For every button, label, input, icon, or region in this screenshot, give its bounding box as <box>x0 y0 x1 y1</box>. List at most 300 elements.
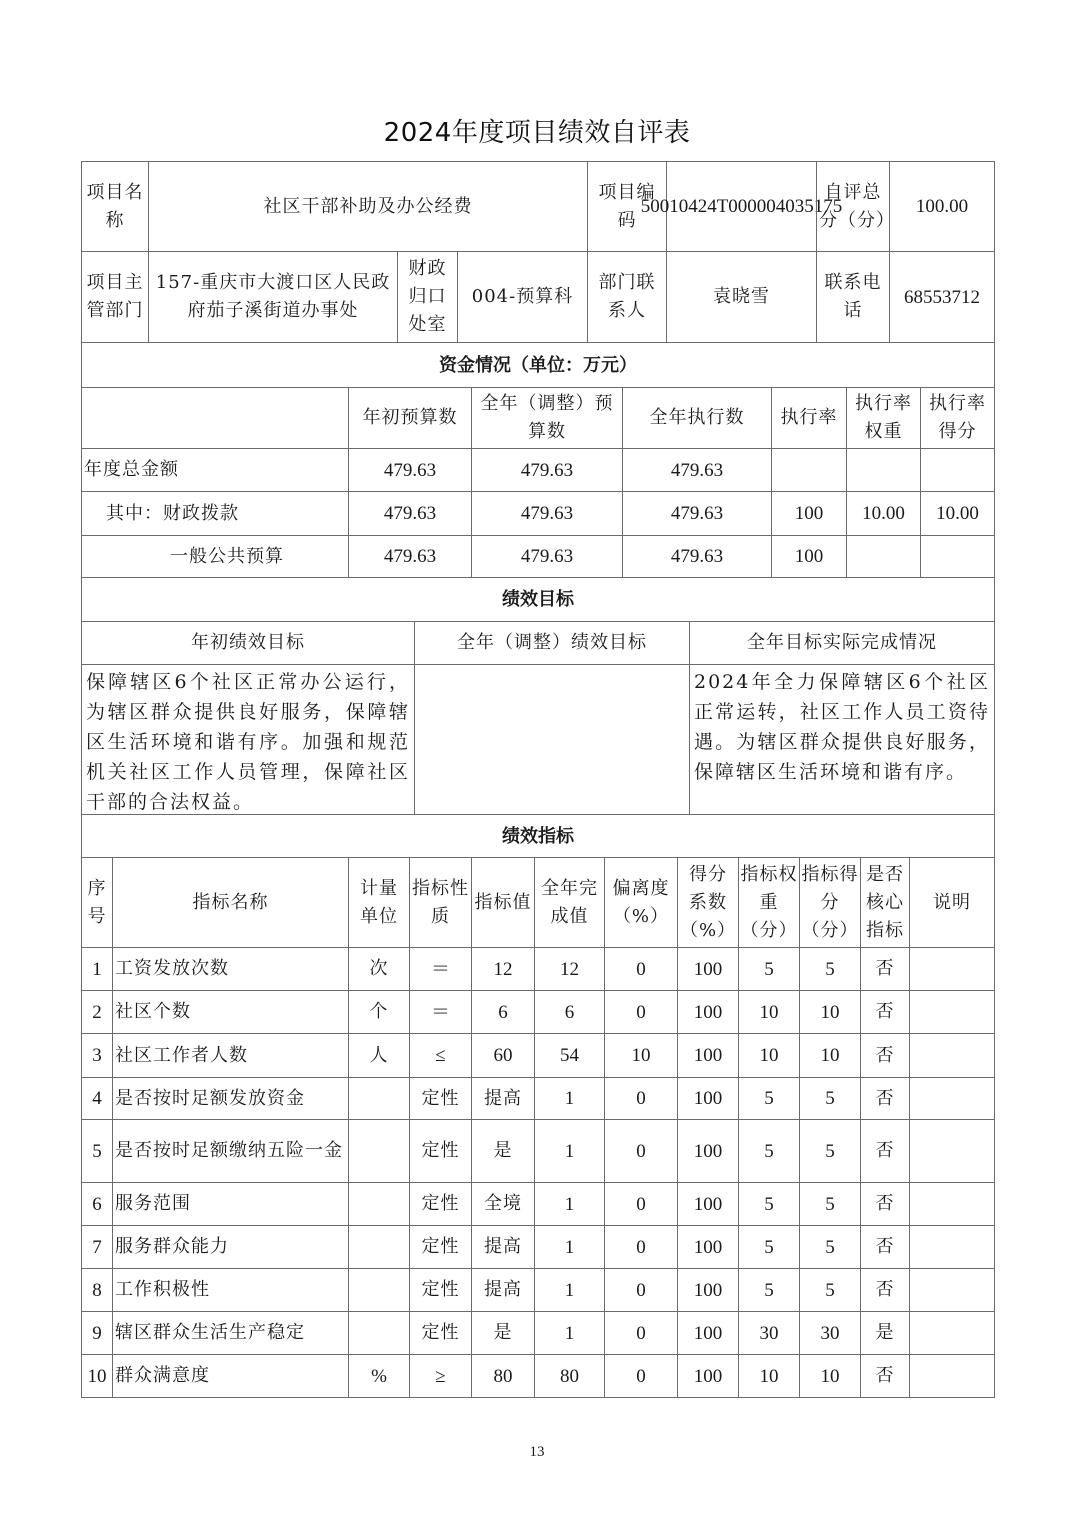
indicator-cell <box>471 990 535 1034</box>
funding-cell-executed-text: 479.63 <box>670 459 724 481</box>
indicator-cell <box>112 1119 349 1183</box>
funding-cell-rate-text: 100 <box>794 503 824 524</box>
funding-cell-label-text: 一般公共预算 <box>170 545 284 567</box>
indicator-cell <box>471 1268 535 1312</box>
contact-value <box>666 251 817 343</box>
indicator-cell <box>677 1311 739 1355</box>
indicator-cell <box>534 1225 605 1269</box>
goals-actual <box>689 664 995 815</box>
indicator-cell-text: 10 <box>759 1045 779 1066</box>
indicator-cell <box>860 1311 910 1355</box>
indicator-cell-text: 10 <box>759 1001 779 1023</box>
indicator-header-text: 指标性质 <box>412 877 469 927</box>
indicator-cell-text: 是 <box>875 1322 895 1343</box>
indicator-cell <box>409 1311 472 1355</box>
dept-value-text: 157-重庆市大渡口区人民政府茄子溪街道办事处 <box>155 272 391 321</box>
self-score-value-text: 100.00 <box>915 196 969 217</box>
contact-value-text: 袁晓雪 <box>713 286 770 307</box>
goals-section-title <box>81 577 995 622</box>
indicator-cell-text: ＝ <box>430 1001 450 1023</box>
project-code-label-text: 项目编码 <box>598 181 656 231</box>
indicator-cell <box>604 947 678 991</box>
indicator-cell-text: 5 <box>825 1236 835 1258</box>
indicator-cell-text: 服务群众能力 <box>115 1236 229 1257</box>
funding-header-text: 执行率 <box>780 407 838 428</box>
indicator-cell <box>409 990 472 1034</box>
indicator-cell-text: 是否按时足额发放资金 <box>115 1087 305 1109</box>
indicator-cell <box>738 947 800 991</box>
indicator-cell <box>604 1077 678 1120</box>
indicator-cell-text: 群众满意度 <box>115 1365 210 1386</box>
indicator-cell <box>799 1225 861 1269</box>
indicator-cell-text: 5 <box>764 1088 774 1109</box>
funding-cell-score <box>920 535 995 578</box>
indicator-cell <box>409 1225 472 1269</box>
indicator-cell-text: 0 <box>636 1236 646 1258</box>
indicator-cell <box>471 1033 535 1078</box>
indicator-cell-text: 7 <box>92 1236 102 1258</box>
indicator-cell-text: 社区个数 <box>115 1001 191 1022</box>
indicator-cell-text: 否 <box>875 1236 895 1257</box>
indicator-cell-text: 30 <box>820 1322 840 1344</box>
funding-header-text: 执行率权重 <box>855 393 912 442</box>
indicator-cell <box>677 947 739 991</box>
dept-label-text: 项目主管部门 <box>86 272 144 321</box>
indicator-cell-text: 否 <box>875 1044 895 1066</box>
indicator-cell <box>860 1268 910 1312</box>
indicator-cell <box>677 1225 739 1269</box>
page-number: 13 <box>529 1444 545 1460</box>
indicator-cell <box>348 1077 410 1120</box>
indicator-cell <box>348 990 410 1034</box>
indicator-cell-text: 6 <box>92 1193 102 1215</box>
goals-header <box>414 621 690 665</box>
indicator-cell <box>909 1119 995 1183</box>
funding-header-text: 执行率得分 <box>929 393 986 442</box>
indicator-cell <box>409 947 472 991</box>
indicator-cell <box>81 1354 113 1398</box>
indicator-cell <box>799 1077 861 1120</box>
indicator-cell-text: 5 <box>825 1140 835 1162</box>
indicator-cell-text: 否 <box>875 1193 895 1214</box>
indicator-cell-text: 10 <box>631 1045 651 1066</box>
indicator-cell-text: 80 <box>493 1365 513 1387</box>
funding-cell-label-text: 其中：财政拨款 <box>106 502 239 524</box>
indicator-cell-text: 9 <box>92 1322 102 1344</box>
indicator-cell <box>860 1077 910 1120</box>
indicator-cell <box>860 1033 910 1078</box>
indicator-cell <box>471 1311 535 1355</box>
indicator-cell <box>799 1182 861 1226</box>
indicator-header-text: 指标值 <box>474 891 532 913</box>
goals-header-text: 全年（调整）绩效目标 <box>457 632 647 653</box>
indicator-cell-text: 提高 <box>484 1087 522 1109</box>
indicator-cell-text: 5 <box>764 1193 774 1215</box>
indicator-header <box>677 857 739 948</box>
indicator-cell-text: 1 <box>564 1193 575 1215</box>
indicator-cell <box>471 1182 535 1226</box>
indicator-cell <box>112 1033 349 1078</box>
indicator-cell-text: 5 <box>764 1236 774 1258</box>
indicator-cell <box>677 1033 739 1078</box>
indicator-cell <box>409 1182 472 1226</box>
funding-cell-adjusted <box>471 535 623 578</box>
indicator-cell <box>348 947 410 991</box>
phone-label-text: 联系电话 <box>824 272 882 321</box>
indicator-cell <box>909 1077 995 1120</box>
indicator-cell <box>348 1268 410 1312</box>
indicator-cell <box>81 990 113 1034</box>
indicator-cell-text: 54 <box>560 1045 579 1066</box>
indicator-cell-text: 10 <box>820 1365 840 1387</box>
funding-cell-label <box>81 491 349 536</box>
indicator-cell <box>471 1225 535 1269</box>
indicator-cell-text: 12 <box>493 958 513 980</box>
indicator-cell <box>799 1119 861 1183</box>
project-code-value <box>640 161 843 252</box>
indicator-cell-text: 定性 <box>421 1236 460 1257</box>
indicator-cell-text: 1 <box>92 958 102 980</box>
indicator-cell-text: 0 <box>636 1140 646 1162</box>
indicator-cell-text: 100 <box>693 958 723 980</box>
phone-label <box>816 251 890 343</box>
indicator-cell-text: 10 <box>820 1001 840 1023</box>
contact-label <box>587 251 667 343</box>
funding-header-text: 全年执行数 <box>649 407 745 428</box>
indicator-header <box>81 857 113 948</box>
indicator-cell <box>471 947 535 991</box>
indicator-cell-text: 个 <box>369 1001 389 1022</box>
indicator-cell-text: 4 <box>92 1088 102 1109</box>
indicator-cell-text: 5 <box>825 958 835 980</box>
indicator-cell-text: 全境 <box>484 1193 522 1214</box>
indicator-cell <box>677 1182 739 1226</box>
indicator-cell-text: 5 <box>825 1088 835 1109</box>
indicator-header-text: 序号 <box>87 877 107 927</box>
indicator-cell-text: 定性 <box>421 1087 460 1109</box>
indicator-cell <box>348 1033 410 1078</box>
indicator-cell <box>909 1182 995 1226</box>
indicator-cell <box>81 947 113 991</box>
indicator-cell <box>534 947 605 991</box>
indicator-cell-text: 100 <box>693 1045 723 1066</box>
indicator-cell <box>81 1311 113 1355</box>
indicator-cell <box>112 1311 349 1355</box>
indicator-cell-text: 是否按时足额缴纳五险一金 <box>115 1140 343 1161</box>
goals-section-title-text: 绩效目标 <box>502 589 574 610</box>
indicator-cell-text: 100 <box>693 1140 723 1162</box>
indicator-header-text: 是否核心指标 <box>866 863 904 941</box>
indicator-cell <box>677 1268 739 1312</box>
indicator-cell <box>604 1182 678 1226</box>
indicator-cell-text: 10 <box>759 1365 779 1387</box>
indicator-cell-text: 定性 <box>421 1193 460 1214</box>
indicator-cell-text: 否 <box>875 1365 895 1386</box>
indicator-cell-text: 社区工作者人数 <box>115 1044 248 1066</box>
indicator-cell <box>860 1225 910 1269</box>
indicator-cell-text: 100 <box>693 1365 723 1387</box>
funding-cell-rate <box>771 448 847 492</box>
funding-header-text: 年初预算数 <box>362 407 458 428</box>
indicator-header-text: 得分系数（%） <box>679 863 737 941</box>
self-score-label <box>816 161 895 252</box>
indicator-cell-text: 100 <box>693 1236 723 1258</box>
funding-cell-label <box>81 448 349 492</box>
indicator-cell-text: 6 <box>498 1001 508 1023</box>
indicator-cell-text: 100 <box>693 1088 723 1109</box>
self-score-label-text: 自评总分（分） <box>819 181 895 231</box>
indicator-cell-text: 1 <box>564 1279 575 1301</box>
indicator-cell-text: 5 <box>825 1279 835 1301</box>
indicator-header-text: 说明 <box>933 891 971 913</box>
indicator-cell-text: 100 <box>693 1193 723 1215</box>
funding-cell-executed-text: 479.63 <box>670 503 724 524</box>
indicator-cell <box>348 1354 410 1398</box>
indicator-cell-text: 0 <box>636 1001 646 1023</box>
funding-section-title-text: 资金情况（单位：万元） <box>439 354 637 376</box>
indicator-cell-text: 工资发放次数 <box>115 958 229 979</box>
funding-cell-weight <box>846 448 921 492</box>
dept-label <box>81 251 149 343</box>
indicator-cell-text: 否 <box>875 1279 895 1300</box>
funding-header <box>471 387 623 449</box>
indicator-cell <box>471 1077 535 1120</box>
indicator-header <box>860 857 910 948</box>
indicator-cell <box>604 1225 678 1269</box>
indicator-cell-text: 6 <box>564 1001 575 1023</box>
goals-header <box>81 621 415 665</box>
indicator-cell <box>799 1033 861 1078</box>
indicator-cell-text: 10 <box>820 1045 840 1066</box>
funding-cell-executed-text: 479.63 <box>670 546 724 567</box>
indicator-cell <box>799 947 861 991</box>
indicator-header <box>471 857 535 948</box>
funding-section-title <box>81 342 995 388</box>
funding-cell-weight <box>846 535 921 578</box>
finance-office-value-text: 004-预算科 <box>471 286 574 307</box>
funding-cell-score <box>920 491 995 536</box>
funding-header-text: 全年（调整）预算数 <box>480 393 614 442</box>
indicator-cell <box>348 1119 410 1183</box>
indicator-cell-text: 10 <box>87 1365 107 1387</box>
indicator-cell <box>534 1268 605 1312</box>
funding-cell-adjusted-text: 479.63 <box>520 546 574 567</box>
indicator-cell <box>738 1182 800 1226</box>
indicator-cell <box>348 1225 410 1269</box>
indicator-cell-text: 1 <box>564 1088 575 1109</box>
indicator-cell <box>409 1077 472 1120</box>
project-name-value <box>148 161 588 252</box>
indicator-cell <box>534 1119 605 1183</box>
indicator-cell-text: 提高 <box>484 1236 522 1257</box>
indicator-cell-text: 5 <box>764 958 774 980</box>
indicator-header <box>738 857 800 948</box>
indicator-cell-text: 5 <box>764 1140 774 1162</box>
indicator-cell <box>860 1119 910 1183</box>
indicator-header <box>799 857 861 948</box>
indicator-cell <box>738 1119 800 1183</box>
funding-cell-label <box>81 535 349 578</box>
project-code-value-text: 50010424T000004035175 <box>640 196 843 217</box>
funding-cell-adjusted-text: 479.63 <box>520 459 574 481</box>
indicator-cell-text: 0 <box>636 1365 646 1387</box>
indicator-cell-text: 定性 <box>421 1140 460 1161</box>
indicator-cell <box>534 1311 605 1355</box>
goals-header <box>689 621 995 665</box>
indicator-cell-text: 是 <box>493 1322 513 1343</box>
indicator-header-text: 全年完成值 <box>541 877 598 927</box>
indicator-cell <box>860 1182 910 1226</box>
indicator-cell-text: 否 <box>875 1087 895 1109</box>
indicator-cell <box>860 1354 910 1398</box>
indicator-header <box>409 857 472 948</box>
indicator-cell <box>604 1354 678 1398</box>
indicator-cell <box>909 990 995 1034</box>
indicator-cell <box>738 1077 800 1120</box>
indicator-cell <box>112 947 349 991</box>
goals-header-text: 全年目标实际完成情况 <box>747 632 937 653</box>
indicator-cell <box>860 990 910 1034</box>
indicator-cell <box>799 1311 861 1355</box>
indicator-cell-text: 是 <box>493 1140 513 1161</box>
indicators-section-title-text: 绩效指标 <box>502 825 574 847</box>
indicator-cell-text: 8 <box>92 1279 102 1301</box>
indicator-cell-text: 0 <box>636 1279 646 1301</box>
funding-header <box>920 387 995 449</box>
indicator-cell-text: 定性 <box>421 1322 460 1343</box>
funding-cell-initial-text: 479.63 <box>383 459 437 481</box>
indicator-cell <box>909 1354 995 1398</box>
funding-cell-initial <box>348 491 472 536</box>
indicator-cell <box>677 1119 739 1183</box>
indicator-cell <box>112 1182 349 1226</box>
goals-initial-text: 保障辖区6个社区正常办公运行，为辖区群众提供良好服务，保障辖区生活环境和谐有序。加强和规范机关社区工作人员管理，保障社区干部的合法权益。 <box>86 671 410 813</box>
funding-cell-rate <box>771 491 847 536</box>
indicator-header <box>604 857 678 948</box>
indicator-cell <box>909 1033 995 1078</box>
funding-cell-initial <box>348 535 472 578</box>
indicator-cell <box>81 1225 113 1269</box>
indicator-cell <box>604 990 678 1034</box>
indicator-cell-text: ＝ <box>430 958 450 980</box>
indicator-cell-text: 1 <box>564 1322 575 1344</box>
funding-cell-executed <box>622 491 772 536</box>
indicator-cell-text: % <box>371 1365 387 1387</box>
indicator-cell <box>409 1268 472 1312</box>
indicator-cell <box>738 1033 800 1078</box>
contact-label-text: 部门联系人 <box>598 272 656 321</box>
indicator-cell <box>738 1354 800 1398</box>
goals-initial <box>81 664 415 815</box>
indicator-cell <box>81 1182 113 1226</box>
indicator-cell-text: 工作积极性 <box>115 1279 210 1300</box>
indicator-cell-text: 3 <box>92 1045 102 1066</box>
indicator-cell-text: 30 <box>759 1322 779 1344</box>
indicator-cell-text: 1 <box>564 1236 575 1258</box>
indicator-cell <box>348 1311 410 1355</box>
indicator-cell <box>534 1077 605 1120</box>
goals-adjusted <box>414 664 690 815</box>
project-name-label-text: 项目名称 <box>86 181 144 231</box>
indicator-cell-text: 5 <box>764 1279 774 1301</box>
indicator-cell-text: 否 <box>875 958 895 979</box>
page-title: 2024年度项目绩效自评表 <box>383 118 691 148</box>
indicator-cell-text: 0 <box>636 1193 646 1215</box>
finance-office-label <box>397 251 458 343</box>
indicator-cell <box>81 1268 113 1312</box>
indicator-cell-text: 提高 <box>484 1279 522 1300</box>
indicator-cell-text: 0 <box>636 958 646 980</box>
phone-value <box>889 251 995 343</box>
funding-cell-initial <box>348 448 472 492</box>
indicator-cell <box>909 1311 995 1355</box>
funding-cell-adjusted <box>471 491 623 536</box>
indicator-cell <box>738 1311 800 1355</box>
dept-value <box>148 251 398 343</box>
indicator-cell-text: 次 <box>369 958 389 979</box>
finance-office-label-text: 财政归口处室 <box>408 258 447 335</box>
indicator-cell-text: 1 <box>564 1140 575 1162</box>
indicator-cell <box>604 1268 678 1312</box>
indicator-cell-text: 人 <box>369 1044 389 1066</box>
indicator-cell-text: 100 <box>693 1322 723 1344</box>
indicator-cell-text: 100 <box>693 1001 723 1023</box>
indicator-cell <box>677 990 739 1034</box>
indicator-cell <box>604 1311 678 1355</box>
funding-cell-weight <box>846 491 921 536</box>
indicator-cell <box>799 1268 861 1312</box>
funding-cell-executed <box>622 535 772 578</box>
indicator-header-text: 计量单位 <box>360 877 398 927</box>
indicator-cell <box>81 1119 113 1183</box>
indicator-cell <box>112 1077 349 1120</box>
funding-cell-adjusted-text: 479.63 <box>520 503 574 524</box>
funding-cell-adjusted <box>471 448 623 492</box>
indicator-header <box>112 857 349 948</box>
indicator-cell <box>112 1268 349 1312</box>
indicator-cell <box>860 947 910 991</box>
indicator-cell-text: 0 <box>636 1322 646 1344</box>
indicator-cell-text: 100 <box>693 1279 723 1301</box>
funding-header <box>622 387 772 449</box>
indicators-section-title <box>81 814 995 858</box>
indicator-cell-text: 辖区群众生活生产稳定 <box>115 1322 305 1343</box>
indicator-cell <box>471 1119 535 1183</box>
indicator-cell-text: 2 <box>92 1001 102 1023</box>
indicator-header-text: 指标权重（分） <box>740 863 798 941</box>
indicator-cell <box>534 1033 605 1078</box>
funding-cell-label-text: 年度总金额 <box>84 459 179 480</box>
indicator-cell <box>604 1033 678 1078</box>
goals-header-text: 年初绩效目标 <box>191 632 305 653</box>
indicator-header <box>534 857 605 948</box>
indicator-cell-text: 服务范围 <box>115 1193 191 1214</box>
indicator-cell <box>409 1033 472 1078</box>
funding-cell-initial-text: 479.63 <box>383 546 437 567</box>
indicator-cell <box>738 1225 800 1269</box>
indicator-header-text: 指标得分（分） <box>801 863 859 941</box>
indicator-cell <box>534 1354 605 1398</box>
indicator-cell <box>112 990 349 1034</box>
indicator-header-text: 偏离度（%） <box>612 877 670 927</box>
funding-cell-initial-text: 479.63 <box>383 503 437 524</box>
funding-header <box>846 387 921 449</box>
funding-cell-rate-text: 100 <box>794 546 824 567</box>
project-name-label <box>81 161 149 252</box>
indicator-cell <box>112 1354 349 1398</box>
indicator-cell <box>909 1225 995 1269</box>
funding-cell-executed <box>622 448 772 492</box>
